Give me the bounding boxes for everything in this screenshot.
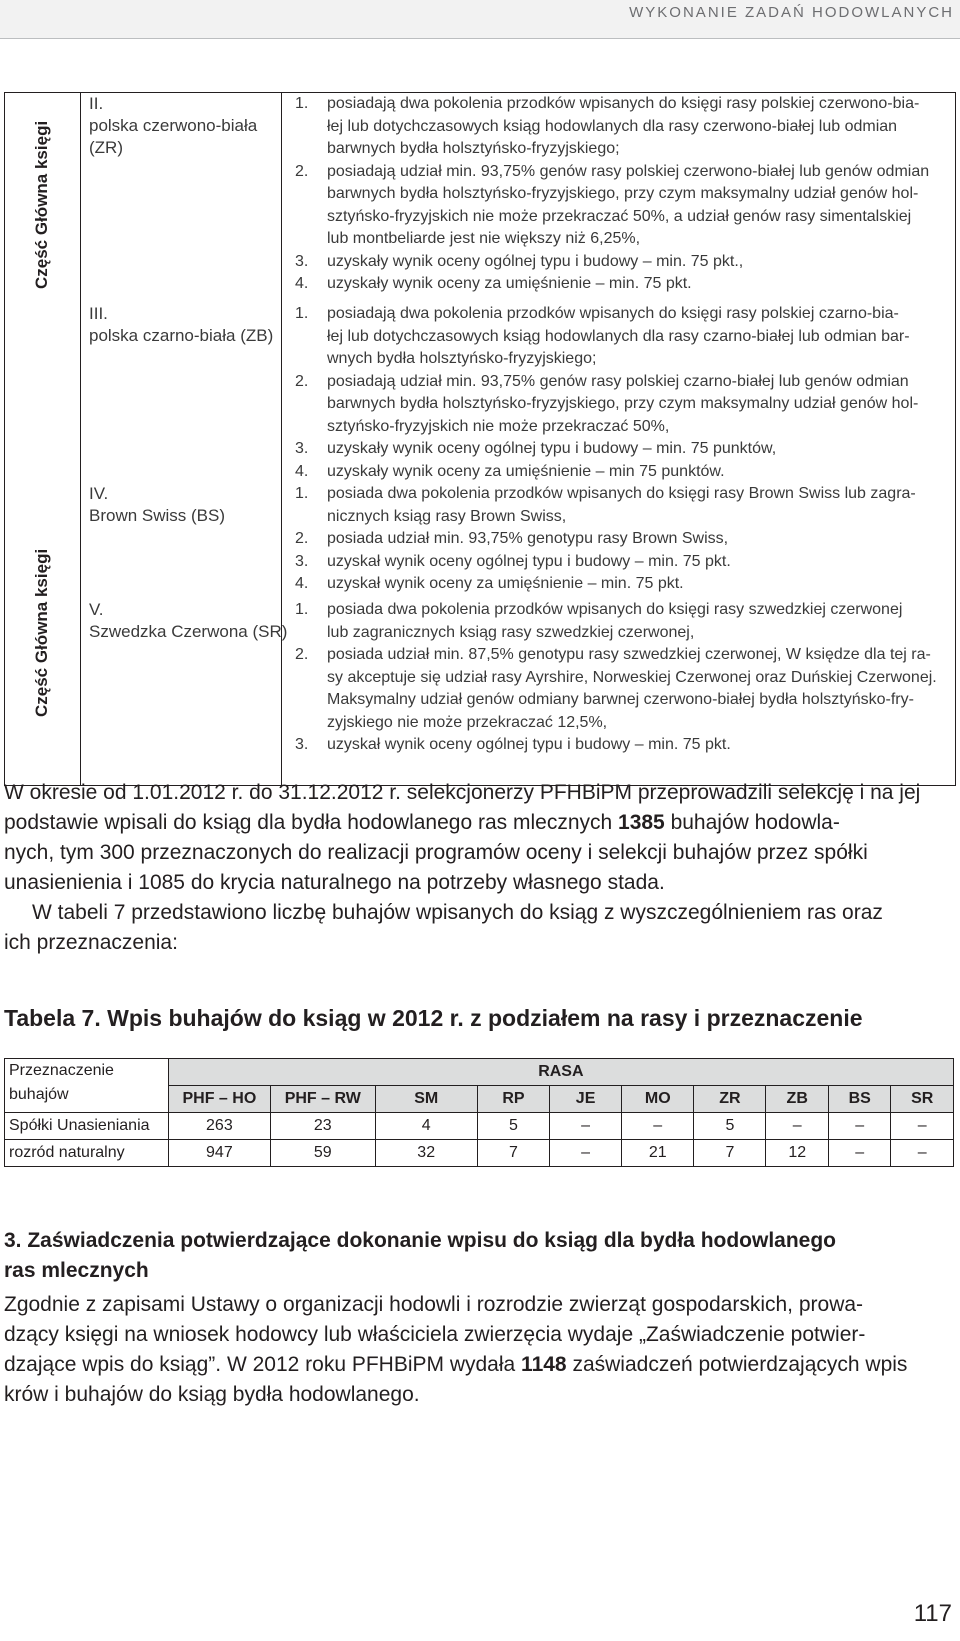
table-row <box>5 1113 954 1140</box>
requirement-item: 4. uzyskały wynik oceny za umięśnienie – min 75 punktów. <box>295 462 725 480</box>
table-corner-header: Przeznaczenie buhajów <box>5 1059 169 1113</box>
breed-name: polska czerwono-biała <box>89 116 258 135</box>
requirements-list <box>289 303 957 483</box>
requirement-item: 2. posiada udział min. 93,75% genotypu rasy Brown Swiss, <box>295 530 729 547</box>
requirement-item: 1. posiadają dwa pokolenia przodków wpisanych do księgi rasy polskiej czarno-bia- łej lub dotychczasowych ksiąg hodowlanych dla rasy czarno-białej lub odmian bar- wnych bydła holsztyńsko-fryzyjskiego; <box>295 305 910 367</box>
column-header: PHF – HO <box>168 1086 270 1113</box>
breed-name: Szwedzka Czerwona (SR) <box>89 622 288 641</box>
requirement-item: 3. uzyskał wynik oceny ogólnej typu i budowy – min. 75 pkt. <box>295 736 731 753</box>
breed-numeral: II. <box>89 94 104 113</box>
table-cell: – <box>891 1140 954 1167</box>
section-label: Część Główna księgi <box>32 548 51 717</box>
column-header: SR <box>891 1086 954 1113</box>
column-header: ZR <box>694 1086 766 1113</box>
requirement-item: 2. posiada udział min. 87,5% genotypu rasy szwedzkiej czerwonej, W księdze dla tej ra- sy akceptuje się udział rasy Ayrshire, Norweskiej Czerwonej oraz Duńskiej Czerwonej. Maksymalny udział genów odmiany barwnej czerwono-białej bydła holsztyńsko-fry- zyjskiego nie może przekraczać 12,5%, <box>295 646 937 731</box>
bulls-registration-table <box>4 1058 954 1167</box>
breed-requirements-table <box>4 92 956 786</box>
table-cell: 7 <box>694 1140 766 1167</box>
breed-name: polska czarno-biała (ZB) <box>89 326 274 345</box>
column-header: MO <box>622 1086 694 1113</box>
table-row <box>5 1140 954 1167</box>
table-cell: – <box>766 1113 828 1140</box>
breed-name: Brown Swiss (BS) <box>89 506 226 525</box>
requirement-item: 3. uzyskały wynik oceny ogólnej typu i budowy – min. 75 pkt., <box>295 252 744 270</box>
table-cell: 5 <box>477 1113 549 1140</box>
row-label: rozród naturalny <box>5 1140 169 1167</box>
breed-cell <box>89 303 273 347</box>
table-cell: 32 <box>375 1140 477 1167</box>
page-number: 117 <box>913 1600 952 1627</box>
requirement-item: 3. uzyskał wynik oceny ogólnej typu i budowy – min. 75 pkt. <box>295 552 731 570</box>
bold-number: 1385 <box>618 811 665 834</box>
table-cell: 263 <box>168 1113 270 1140</box>
requirement-item: 4. uzyskał wynik oceny za umięśnienie – min. 75 pkt. <box>295 575 684 592</box>
breed-cell <box>89 483 225 527</box>
group-header: RASA <box>168 1059 953 1086</box>
requirement-item: 2. posiadają udział min. 93,75% genów rasy polskiej czerwono-białej lub genów odmian barwnych bydła holsztyńsko-fryzyjskiego, przy czym maksymalny udział genów hol- sztyńsko-fryzyjskich nie może przekraczać 50%, a udział genów rasy simentalskiej lub montbeliarde jest nie większy niż 6,25%, <box>295 162 930 247</box>
table-cell: – <box>550 1140 622 1167</box>
requirement-item: 4. uzyskały wynik oceny za umięśnienie – min. 75 pkt. <box>295 275 692 292</box>
header-rule <box>0 38 960 39</box>
column-header: ZB <box>766 1086 828 1113</box>
column-header: RP <box>477 1086 549 1113</box>
breed-cell <box>89 93 257 159</box>
table-cell: 4 <box>375 1113 477 1140</box>
column-header: PHF – RW <box>271 1086 375 1113</box>
table-cell: – <box>828 1140 890 1167</box>
table-cell: – <box>550 1113 622 1140</box>
table-cell: – <box>828 1113 890 1140</box>
running-header-text: WYKONANIE ZADAŃ HODOWLANYCH <box>629 4 954 21</box>
table-cell: 59 <box>271 1140 375 1167</box>
requirement-item: 1. posiadają dwa pokolenia przodków wpisanych do księgi rasy polskiej czerwono-bia- łej lub dotychczasowych ksiąg hodowlanych dla rasy czerwono-białej lub odmian barwnych bydła holsztyńsko-fryzyjskiego; <box>295 95 920 157</box>
table-cell: 7 <box>477 1140 549 1167</box>
bold-number: 1148 <box>521 1353 567 1376</box>
requirements-list <box>289 599 957 757</box>
body-paragraph: W okresie od 1.01.2012 r. do 31.12.2012 r. selekcjonerzy PFHBiPM przeprowadzili selekcję i na jej podstawie wpisali do ksiąg dla bydła hodowlanego ras mlecznych 1385 buhajów hodowla- nych, tym 300 przeznaczonych do realizacji programów oceny i selekcji buhajów przez spółki unasienienia i 1085 do krycia naturalnego na potrzeby własnego stada. W tabeli 7 przedstawiono liczbę buhajów wpisanych do ksiąg z wyszczególnieniem ras oraz ich przeznaczenia: <box>4 781 921 954</box>
table-cell: – <box>622 1113 694 1140</box>
row-label: Spółki Unasieniania <box>5 1113 169 1140</box>
table-cell: 5 <box>694 1113 766 1140</box>
requirements-list <box>289 93 957 296</box>
column-header: SM <box>375 1086 477 1113</box>
breed-numeral: V. <box>89 600 104 619</box>
table-cell: 12 <box>766 1140 828 1167</box>
table-cell: – <box>891 1113 954 1140</box>
running-header <box>0 0 960 38</box>
breed-name-column <box>81 93 288 785</box>
requirement-item: 1. posiada dwa pokolenia przodków wpisanych do księgi rasy Brown Swiss lub zagra- nicznych ksiąg rasy Brown Swiss, <box>295 485 916 525</box>
breed-cell <box>89 599 287 643</box>
breed-numeral: III. <box>89 304 108 323</box>
column-header: JE <box>550 1086 622 1113</box>
table-cell: 21 <box>622 1140 694 1167</box>
requirement-item: 1. posiada dwa pokolenia przodków wpisanych do księgi rasy szwedzkiej czerwonej lub zagranicznych ksiąg rasy szwedzkiej czerwonej, <box>295 601 903 641</box>
section-heading: 3. Zaświadczenia potwierdzające dokonanie wpisu do ksiąg dla bydła hodowlanego ras mlecznych <box>4 1229 837 1282</box>
requirements-list <box>289 483 957 596</box>
section-label-column <box>5 93 81 785</box>
table-cell: 947 <box>168 1140 270 1167</box>
section-paragraph: Zgodnie z zapisami Ustawy o organizacji hodowli i rozrodzie zwierząt gospodarskich, prowa- dzący księgi na wniosek hodowcy lub właściciela zwierzęcia wydaje „Zaświadczenie potwier- dzające wpis do ksiąg”. W 2012 roku PFHBiPM wydała 1148 zaświadczeń potwierdzających wpis krów i buhajów do ksiąg bydła hodowlanego. <box>4 1293 908 1406</box>
breed-numeral: IV. <box>89 484 109 503</box>
section-label: Część Główna księgi <box>32 120 51 289</box>
requirement-item: 2. posiadają udział min. 93,75% genów rasy polskiej czarno-białej lub genów odmian barwnych bydła holsztyńsko-fryzyjskiego, przy czym maksymalny udział genów hol- sztyńsko-fryzyjskich nie może przekraczać 50%, <box>295 372 919 435</box>
breed-name: (ZR) <box>89 138 123 157</box>
column-header: BS <box>828 1086 890 1113</box>
table-cell: 23 <box>271 1113 375 1140</box>
table-title: Tabela 7. Wpis buhajów do ksiąg w 2012 r. z podziałem na rasy i przeznaczenie <box>4 1005 863 1031</box>
requirement-item: 3. uzyskały wynik oceny ogólnej typu i budowy – min. 75 punktów, <box>295 440 777 457</box>
